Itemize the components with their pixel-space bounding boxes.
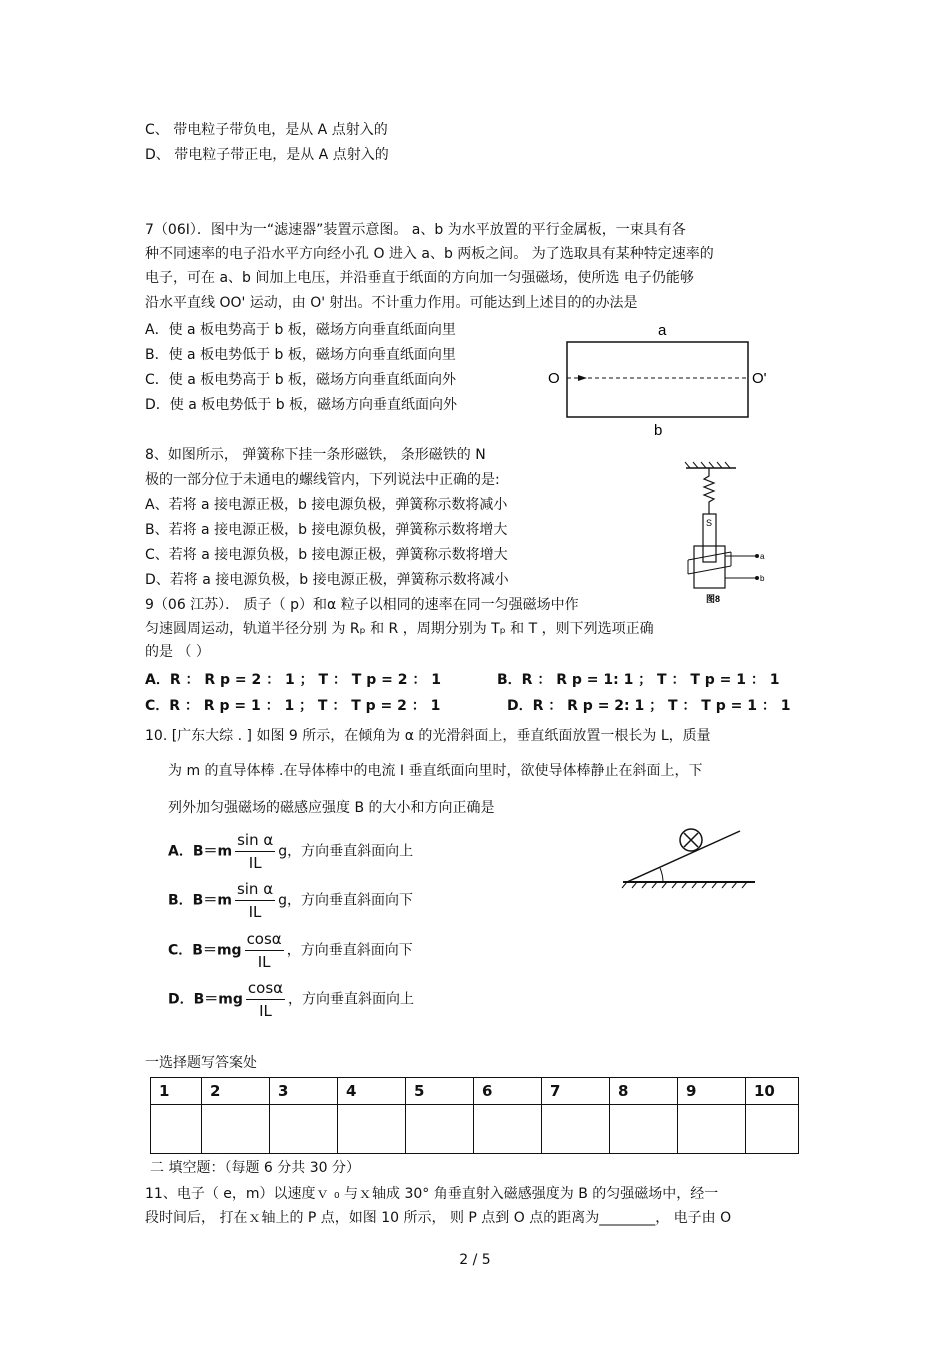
q11-stem-line-2: 段时间后， 打在ｘ轴上的 P 点，如图 10 所示， 则 P 点到 O 点的距离为________， 电子由 O	[145, 1210, 732, 1226]
q9-stem-line-3: 的是 （ ）	[145, 644, 210, 660]
terminal-a	[755, 554, 759, 558]
q7-stem-line-1: 7（06Ⅰ）．图中为一“滤速器”装置示意图。 a、b 为水平放置的平行金属板，一束具有各	[145, 222, 686, 238]
hole-o-prime-label: O'	[752, 370, 767, 387]
q7-option-b: B．使 a 板电势低于 b 板，磁场方向垂直纸面向里	[145, 347, 456, 363]
q6-option-c: C、 带电粒子带负电，是从 A 点射入的	[145, 122, 388, 138]
answer-col-9: 9	[678, 1078, 746, 1105]
answer-cell[interactable]	[474, 1105, 542, 1154]
q10-option-d: D．B＝mg $\frac{\cos\alpha}{IL}$ ，方向垂直斜面向上	[168, 979, 415, 1020]
q9-option-c: C．R ： R p = 1 ： 1 ； T ： T p = 2 ： 1	[145, 698, 441, 714]
angle-alpha-arc	[660, 868, 663, 882]
answer-cell[interactable]	[202, 1105, 270, 1154]
velocity-filter-diagram	[540, 318, 780, 440]
answer-col-8: 8	[610, 1078, 678, 1105]
answer-table-header-row	[151, 1078, 799, 1105]
answer-col-7: 7	[542, 1078, 610, 1105]
q11-stem-line-1: 11、电子（ e，m）以速度ｖ ₀ 与ｘ轴成 30° 角垂直射入磁感强度为 B 的匀强磁场中，经一	[145, 1186, 719, 1202]
filter-plates	[567, 342, 748, 417]
q7-stem-line-4: 沿水平直线 OO' 运动，由 O' 射出。不计重力作用。可能达到上述目的的办法是	[145, 295, 638, 311]
q7-option-d: D．使 a 板电势低于 b 板，磁场方向垂直纸面向外	[145, 397, 458, 413]
page-number: 2 / 5	[459, 1252, 491, 1268]
q10-stem-line-1: 10. [广东大综 . ] 如图 9 所示，在倾角为 α 的光滑斜面上，垂直纸面放置一根长为 L，质量	[145, 728, 711, 744]
spring-solenoid-diagram	[676, 460, 776, 605]
figure-8-caption: 图8	[706, 594, 721, 604]
answer-cell[interactable]	[542, 1105, 610, 1154]
q8-option-c: C、若将 a 接电源负极，b 接电源正极，弹簧称示数将增大	[145, 547, 508, 563]
answer-col-1: 1	[151, 1078, 202, 1105]
plate-a-label: a	[658, 322, 667, 339]
q7-option-c: C．使 a 板电势高于 b 板，磁场方向垂直纸面向外	[145, 372, 457, 388]
answer-col-3: 3	[270, 1078, 338, 1105]
q10-option-c: C．B＝mg $\frac{\cos\alpha}{IL}$ ，方向垂直斜面向下	[168, 930, 413, 971]
ceiling-hatch	[685, 462, 730, 468]
answer-cell[interactable]	[406, 1105, 474, 1154]
answer-cell[interactable]	[610, 1105, 678, 1154]
q9-option-d: D．R ： R p = 2: 1 ； T ： T p = 1 ： 1	[507, 698, 791, 714]
q8-stem-line-1: 8、如图所示， 弹簧称下挂一条形磁铁， 条形磁铁的 N	[145, 447, 486, 463]
answer-col-2: 2	[202, 1078, 270, 1105]
spring-icon	[704, 468, 714, 514]
q7-stem-line-3: 电子，可在 a、b 间加上电压，并沿垂直于纸面的方向加一匀强磁场，使所选 电子仍能够	[145, 270, 694, 286]
hole-o-label: O	[548, 370, 560, 387]
q7-stem-line-2: 种不同速率的电子沿水平方向经小孔 O 进入 a、b 两板之间。 为了选取具有某种特定速率的	[145, 246, 714, 262]
answer-col-4: 4	[338, 1078, 406, 1105]
q9-stem-line-1: 9（06 江苏）． 质子（ p）和α 粒子以相同的速率在同一匀强磁场中作	[145, 597, 579, 613]
q9-stem-line-2: 匀速圆周运动，轨道半径分别 为 Rₚ 和 R ，周期分别为 Tₚ 和 T ，则下列选项正确	[145, 621, 654, 637]
q7-option-a: A．使 a 板电势高于 b 板，磁场方向垂直纸面向里	[145, 322, 456, 338]
answer-col-10: 10	[746, 1078, 799, 1105]
magnet-pole-label: S	[706, 518, 713, 528]
answer-col-5: 5	[406, 1078, 474, 1105]
q10-stem-line-2: 为 m 的直导体棒 .在导体棒中的电流 I 垂直纸面向里时，欲使导体棒静止在斜面上，下	[168, 763, 703, 779]
q9-option-b: B．R ： R p = 1: 1 ； T ： T p = 1 ： 1	[497, 672, 780, 688]
answer-table-blank-row	[151, 1105, 799, 1154]
answer-table	[150, 1077, 799, 1154]
fill-section-title: 二 填空题：（每题 6 分共 30 分）	[150, 1160, 360, 1176]
q10-option-a: A．B＝m $\frac{\text{sin α}}{IL}$ g，方向垂直斜面向上	[168, 831, 414, 872]
electron-arrow-icon	[578, 375, 587, 381]
q10-option-b: B．B＝m $\frac{\text{sin α}}{IL}$ g，方向垂直斜面向下	[168, 880, 413, 921]
answer-cell[interactable]	[338, 1105, 406, 1154]
q10-stem-line-3: 列外加匀强磁场的磁感应强度 B 的大小和方向正确是	[168, 800, 495, 816]
answer-cell[interactable]	[151, 1105, 202, 1154]
answer-cell[interactable]	[746, 1105, 799, 1154]
q6-option-d: D、 带电粒子带正电，是从 A 点射入的	[145, 147, 389, 163]
terminal-b-label: b	[760, 574, 765, 583]
q8-option-a: A、若将 a 接电源正极，b 接电源负极，弹簧称示数将减小	[145, 497, 508, 513]
q9-option-a: A．R ： R p = 2 ： 1 ； T ： T p = 2 ： 1	[145, 672, 441, 688]
plate-b-label: b	[654, 422, 663, 439]
answer-section-label: 一选择题写答案处	[145, 1055, 257, 1071]
incline-diagram	[615, 820, 760, 890]
terminal-a-label: a	[760, 552, 765, 561]
q8-option-b: B、若将 a 接电源正极，b 接电源负极，弹簧称示数将增大	[145, 522, 508, 538]
terminal-b	[755, 576, 759, 580]
answer-cell[interactable]	[270, 1105, 338, 1154]
answer-col-6: 6	[474, 1078, 542, 1105]
answer-cell[interactable]	[678, 1105, 746, 1154]
q8-option-d: D、若将 a 接电源负极，b 接电源正极，弹簧称示数将减小	[145, 572, 509, 588]
q8-stem-line-2: 极的一部分位于未通电的螺线管内，下列说法中正确的是:	[145, 472, 500, 488]
